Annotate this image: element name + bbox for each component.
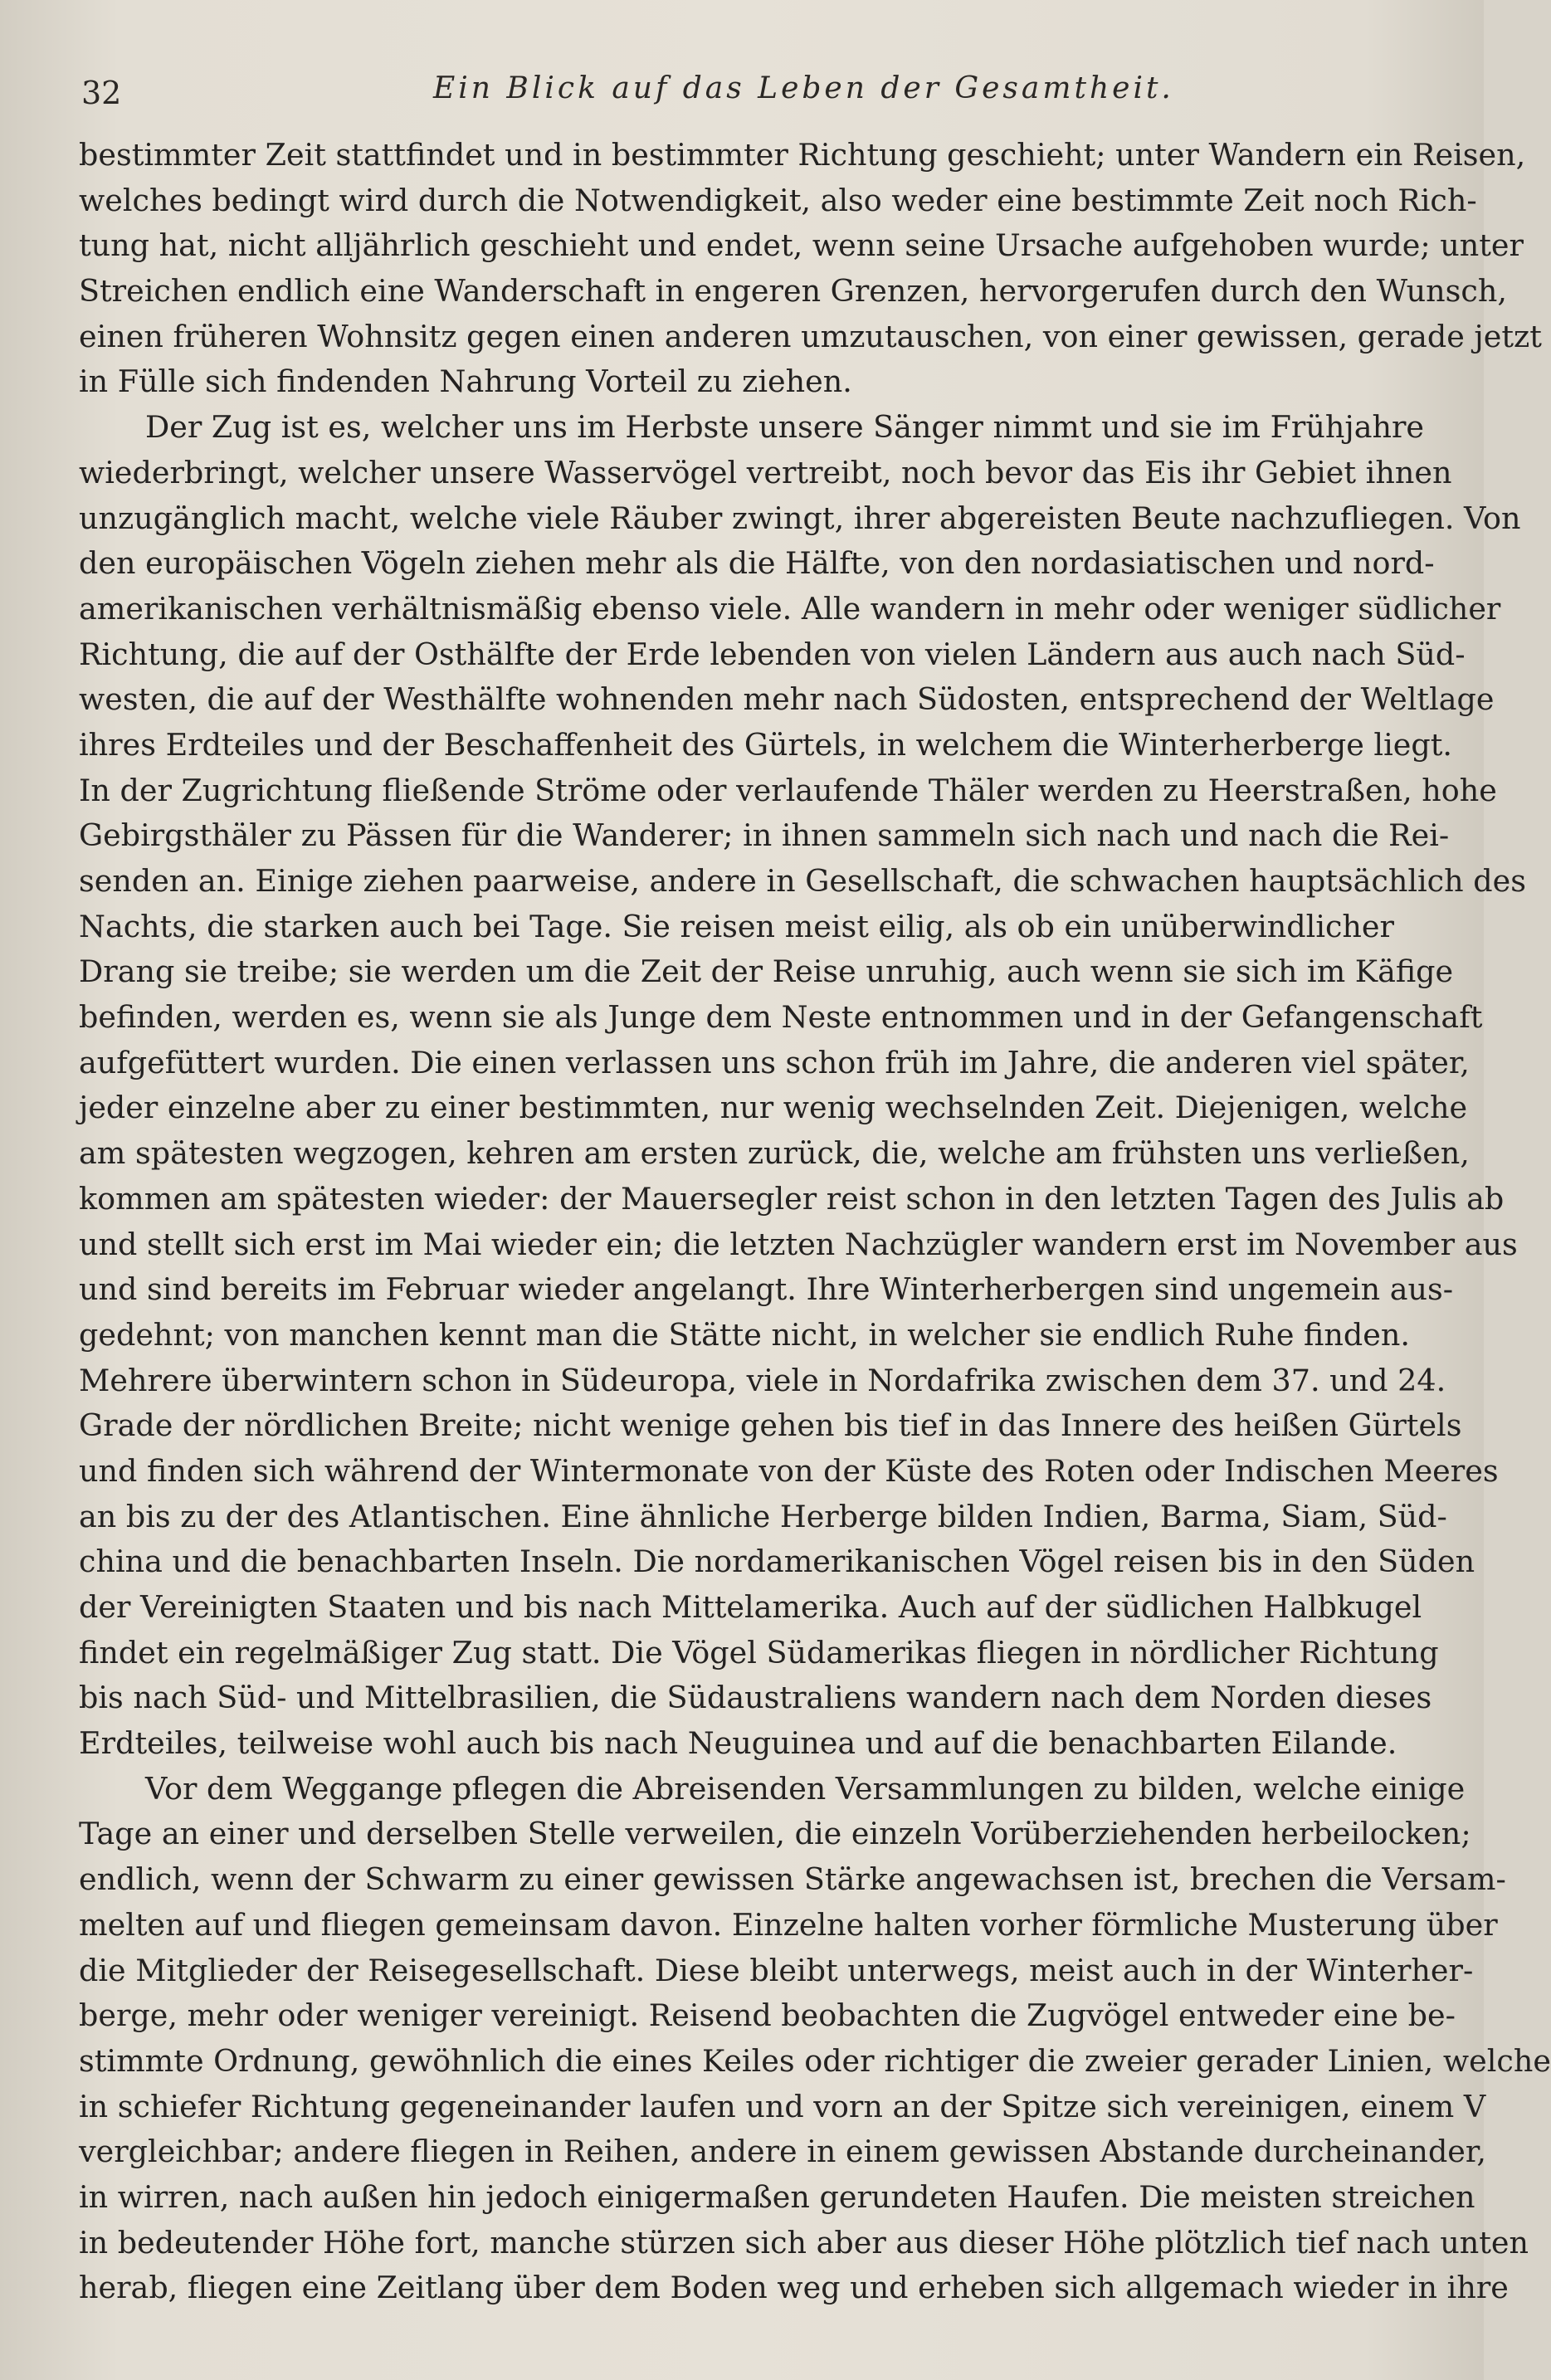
text-line [79,2311,1394,2357]
text-line: Mehrere überwintern schon in Südeuropa, viele in Nordafrika zwischen dem 37. und 24. [79,1362,1446,1398]
text-line: in bedeutender Höhe fort, manche stürzen sich aber aus dieser Höhe plötzlich tief nach unten [79,2224,1529,2261]
text-line: und finden sich während der Wintermonate von der Küste des Roten oder Indischen Meeres [79,1452,1499,1489]
text-line: welches bedingt wird durch die Notwendigkeit, also weder eine bestimmte Zeit noch Rich- [79,182,1477,218]
text-line: der Vereinigten Staaten und bis nach Mittelamerika. Auch auf der südlichen Halbkugel [79,1589,1422,1625]
running-head: Ein Blick auf das Leben der Gesamtheit. [433,71,1174,105]
text-line: berge, mehr oder weniger vereinigt. Reisend beobachten die Zugvögel entweder eine be- [79,1997,1456,2034]
text-line: stimmte Ordnung, gewöhnlich die eines Keiles oder richtiger die zweier gerader Linien, welche [79,2042,1551,2079]
text-line: china und die benachbarten Inseln. Die nordamerikanischen Vögel reisen bis in den Süden [79,1544,1475,1580]
text-line: amerikanischen verhältnismäßig ebenso viele. Alle wandern in mehr oder weniger südlicher [79,590,1501,627]
paragraph-start-line: Vor dem Weggange pflegen die Abreisenden Versammlungen zu bilden, welche einige [145,1770,1466,1807]
paragraph-start-line: Der Zug ist es, welcher uns im Herbste unsere Sänger nimmt und sie im Frühjahre [145,409,1425,446]
text-line: gedehnt; von manchen kennt man die Stätte nicht, in welcher sie endlich Ruhe finden. [79,1316,1410,1353]
text-line: unzugänglich macht, welche viele Räuber zwingt, ihrer abgereisten Beute nachzufliegen. Von [79,500,1521,536]
text-line: herab, fliegen eine Zeitlang über dem Boden weg und erheben sich allgemach wieder in ihre [79,2270,1509,2306]
text-line: Richtung, die auf der Osthälfte der Erde lebenden von vielen Ländern aus auch nach Süd- [79,636,1466,672]
text-line: und stellt sich erst im Mai wieder ein; die letzten Nachzügler wandern erst im November aus [79,1226,1518,1262]
text-line: Gebirgsthäler zu Pässen für die Wanderer; in ihnen sammeln sich nach und nach die Rei- [79,817,1450,854]
text-line: vergleichbar; andere fliegen in Reihen, andere in einem gewissen Abstande durcheinander, [79,2134,1486,2170]
text-line: in schiefer Richtung gegeneinander laufen und vorn an der Spitze sich vereinigen, einem V [79,2088,1486,2124]
text-line: wiederbringt, welcher unsere Wasservögel vertreibt, noch bevor das Eis ihr Gebiet ihnen [79,454,1452,490]
text-line: Tage an einer und derselben Stelle verweilen, die einzeln Vorüberziehenden herbeilocken; [79,1816,1471,1852]
text-line: Grade der nördlichen Breite; nicht wenige gehen bis tief in das Innere des heißen Gürtels [79,1407,1462,1444]
text-line: Drang sie treibe; sie werden um die Zeit der Reise unruhig, auch wenn sie sich im Käfige [79,953,1454,990]
text-line: einen früheren Wohnsitz gegen einen anderen umzutauschen, von einer gewissen, gerade jetzt [79,318,1542,354]
body-text [79,133,1551,2357]
text-line: ihres Erdteiles und der Beschaffenheit des Gürtels, in welchem die Winterherberge liegt. [79,726,1453,763]
text-line: melten auf und fliegen gemeinsam davon. Einzelne halten vorher förmliche Musterung über [79,1906,1498,1943]
text-line: In der Zugrichtung fließende Ströme oder verlaufende Thäler werden zu Heerstraßen, hohe [79,772,1497,808]
text-line: endlich, wenn der Schwarm zu einer gewissen Stärke angewachsen ist, brechen die Versam- [79,1861,1506,1898]
text-line: tung hat, nicht alljährlich geschieht und endet, wenn seine Ursache aufgehoben wurde; unter [79,227,1524,264]
text-line: findet ein regelmäßiger Zug statt. Die Vögel Südamerikas fliegen in nördlicher Richtung [79,1634,1439,1670]
text-line: aufgefüttert wurden. Die einen verlassen uns schon früh im Jahre, die anderen viel später, [79,1044,1470,1080]
text-line: in wirren, nach außen hin jedoch einigermaßen gerundeten Haufen. Die meisten streichen [79,2178,1475,2215]
text-line: die Mitglieder der Reisegesellschaft. Diese bleibt unterwegs, meist auch in der Winterher- [79,1952,1474,1988]
text-line: senden an. Einige ziehen paarweise, andere in Gesellschaft, die schwachen hauptsächlich des [79,863,1526,899]
text-line: jeder einzelne aber zu einer bestimmten, nur wenig wechselnden Zeit. Diejenigen, welche [79,1090,1468,1126]
text-line: am spätesten wegzogen, kehren am ersten zurück, die, welche am frühsten uns verließen, [79,1135,1470,1172]
text-line: Nachts, die starken auch bei Tage. Sie reisen meist eilig, als ob ein unüberwindlicher [79,908,1394,944]
text-line: bis nach Süd- und Mittelbrasilien, die Südaustraliens wandern nach dem Norden dieses [79,1680,1432,1716]
text-line: Erdteiles, teilweise wohl auch bis nach Neuguinea und auf die benachbarten Eilande. [79,1725,1397,1762]
text-line: Streichen endlich eine Wanderschaft in engeren Grenzen, hervorgerufen durch den Wunsch, [79,273,1507,310]
text-line: westen, die auf der Westhälfte wohnenden mehr nach Südosten, entsprechend der Weltlage [79,681,1495,718]
text-line: an bis zu der des Atlantischen. Eine ähnliche Herberge bilden Indien, Barma, Siam, Süd- [79,1498,1447,1534]
page-number: 32 [81,75,122,111]
page-header [76,60,1404,126]
text-line: befinden, werden es, wenn sie als Junge dem Neste entnommen und in der Gefangenschaft [79,999,1483,1036]
text-line: den europäischen Vögeln ziehen mehr als die Hälfte, von den nordasiatischen und nord- [79,545,1435,582]
text-line: kommen am spätesten wieder: der Mauersegler reist schon in den letzten Tagen des Julis ab [79,1180,1505,1217]
text-line: in Fülle sich findenden Nahrung Vorteil zu ziehen. [79,363,852,400]
text-line: bestimmter Zeit stattfindet und in bestimmter Richtung geschieht; unter Wandern ein Reisen, [79,137,1526,173]
text-line: und sind bereits im Februar wieder angelangt. Ihre Winterherbergen sind ungemein aus- [79,1271,1454,1308]
